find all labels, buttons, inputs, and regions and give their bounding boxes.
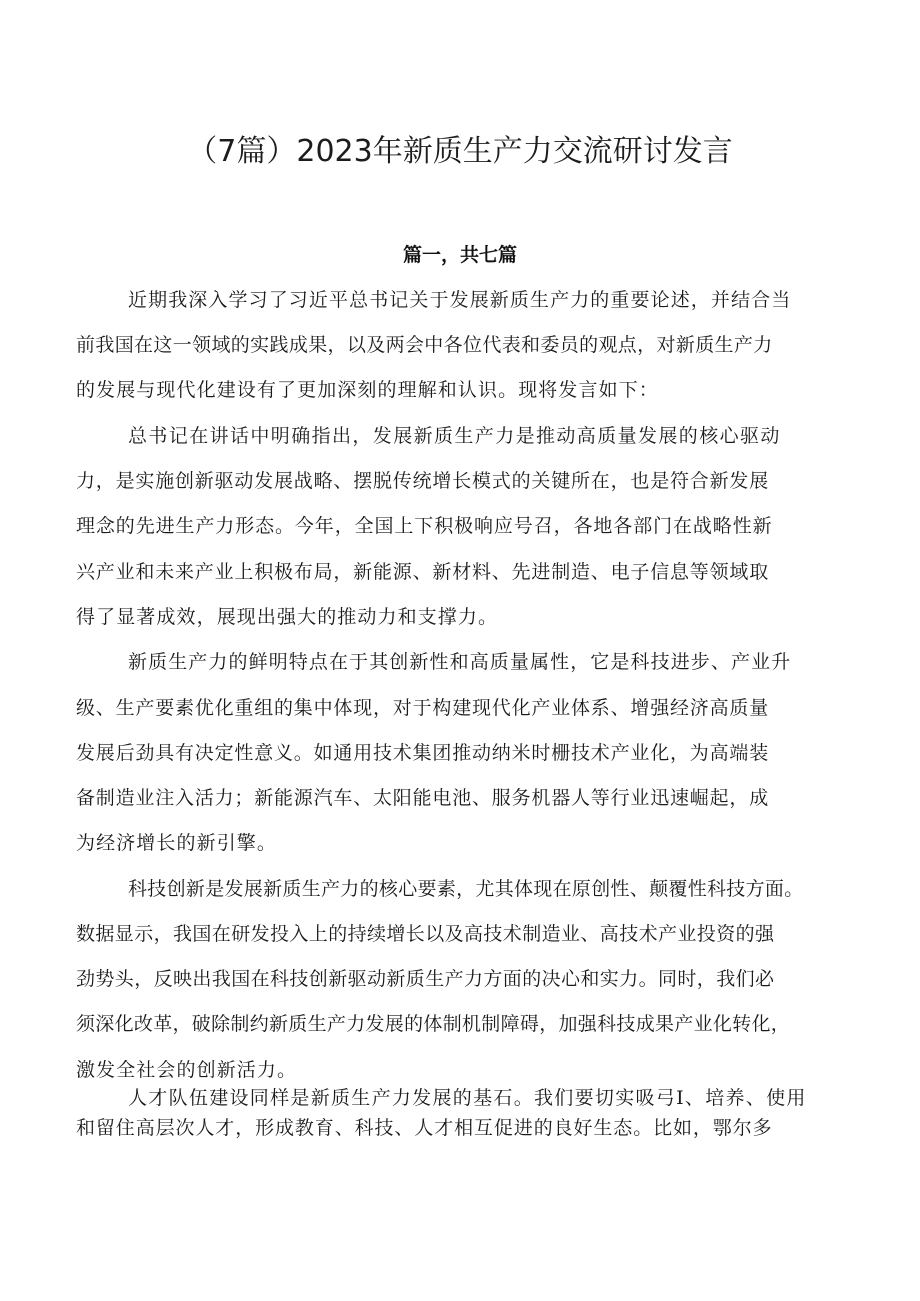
- text-line: 理念的先进生产力形态。今年，全国上下积极响应号召，各地各部门在战略性新: [76, 515, 773, 537]
- text-line: 发展后劲具有决定性意义。如通用技术集团推动纳米时栅技术产业化，为高端装: [76, 742, 770, 764]
- text-line: 新质生产力的鲜明特点在于其创新性和高质量属性，它是科技进步、产业升: [128, 651, 792, 673]
- text-line: 总书记在讲话中明确指出，发展新质生产力是推动高质量发展的核心驱动: [128, 425, 781, 447]
- text-line: 为经济增长的新引擎。: [76, 832, 278, 854]
- text-line: 兴产业和未来产业上积极布局，新能源、新材料、先进制造、电子信息等领域取: [76, 561, 770, 583]
- text-line: 的发展与现代化建设有了更加深刻的理解和认识。现将发言如下：: [76, 379, 659, 401]
- text-line: 力，是实施创新驱动发展战略、摆脱传统增长模式的关键所在，也是符合新发展: [76, 470, 770, 492]
- document-title: （7篇）2023年新质生产力交流研讨发言: [187, 134, 733, 169]
- text-line: 近期我深入学习了习近平总书记关于发展新质生产力的重要论述，并结合当: [128, 289, 792, 311]
- text-line: 得了显著成效，展现出强大的推动力和支撑力。: [76, 606, 499, 628]
- text-line: 备制造业注入活力；新能源汽车、太阳能电池、服务机器人等行业迅速崛起，成: [76, 787, 770, 809]
- text-line: 前我国在这一领域的实践成果，以及两会中各位代表和委员的观点，对新质生产力: [76, 334, 773, 356]
- text-line: 科技创新是发展新质生产力的核心要素，尤其体现在原创性、颠覆性科技方面。: [128, 878, 804, 900]
- text-line: 须深化改革，破除制约新质生产力发展的体制机制障碍，加强科技成果产业化转化，: [76, 1013, 791, 1035]
- text-line: 人才队伍建设同样是新质生产力发展的基石。我们要切实吸弓I、培养、使用: [128, 1087, 807, 1109]
- text-line: 劲势头，反映出我国在科技创新驱动新质生产力方面的决心和实力。同时，我们必: [76, 968, 775, 990]
- text-line: 级、生产要素优化重组的集中体现，对于构建现代化产业体系、增强经济高质量: [76, 697, 770, 719]
- text-line: 数据显示，我国在研发投入上的持续增长以及高技术制造业、高技术产业投资的强: [76, 923, 775, 945]
- text-line: 激发全社会的创新活力。: [76, 1059, 298, 1081]
- section-heading: 篇一，共七篇: [402, 244, 517, 266]
- text-line: 和留住高层次人才，形成教育、科技、人才相互促进的良好生态。比如，鄂尔多: [76, 1117, 773, 1139]
